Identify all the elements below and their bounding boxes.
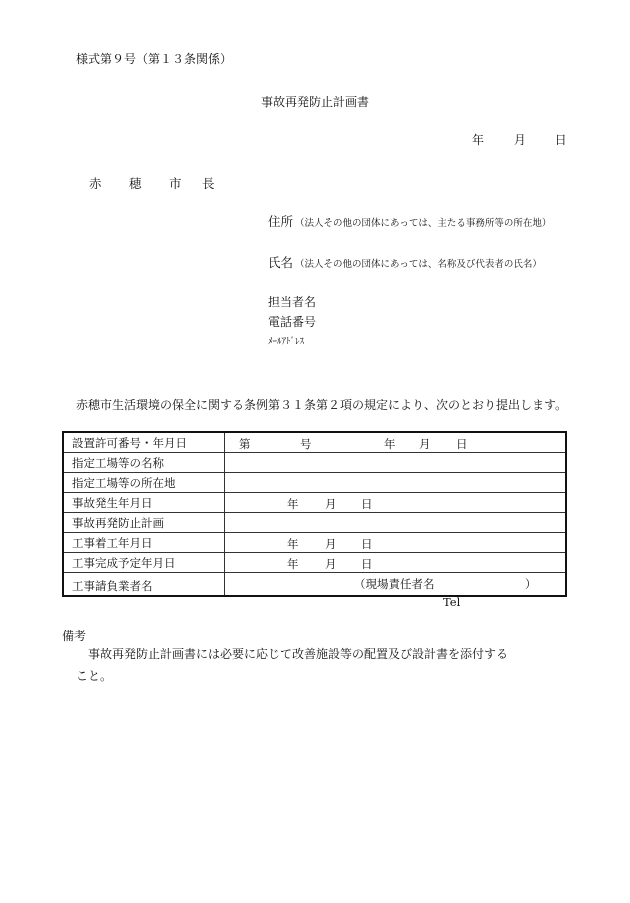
person-in-charge-label: 担当者名: [268, 295, 317, 309]
address-field: [268, 212, 551, 230]
phone-label: 電話番号: [268, 315, 317, 329]
table-row: [63, 453, 566, 473]
remarks-line: 事故再発防止計画書には必要に応じて改善施設等の配置及び設計書を添付する: [88, 647, 509, 661]
form-number: 様式第９号（第１３条関係）: [76, 52, 233, 66]
submission-date: [472, 131, 567, 148]
permit-value-cell: [225, 432, 567, 453]
permit-year: 年: [384, 437, 396, 451]
factory-name-cell: [225, 453, 567, 473]
row-label-construction-start: 工事着工年月日: [63, 533, 225, 553]
date-year-label: 年: [472, 133, 485, 147]
permit-month: 月: [419, 437, 431, 451]
row-label-factory-location: 指定工場等の所在地: [63, 473, 225, 493]
accident-day: 日: [361, 497, 373, 511]
date-day-label: 日: [554, 133, 567, 147]
row-label-permit: 設置許可番号・年月日: [63, 432, 225, 453]
start-month: 月: [325, 537, 337, 551]
row-label-accident-date: 事故発生年月日: [63, 493, 225, 513]
name-field: [268, 253, 542, 271]
address-label: 住所: [268, 214, 294, 229]
start-day: 日: [361, 537, 373, 551]
permit-dai: 第: [239, 437, 251, 451]
remarks-heading: 備考: [62, 629, 87, 643]
permit-go: 号: [300, 437, 312, 451]
table-row: [63, 513, 566, 533]
addressee-char: 長: [201, 176, 216, 191]
report-table: [62, 431, 567, 609]
completion-day: 日: [361, 557, 373, 571]
row-label-construction-completion: 工事完成予定年月日: [63, 553, 225, 573]
accident-month: 月: [325, 497, 337, 511]
table-row: [63, 553, 566, 573]
table-row: [63, 473, 566, 493]
table-row: [63, 533, 566, 553]
start-year: 年: [287, 537, 299, 551]
address-note: （法人その他の団体にあっては、主たる事務所等の所在地）: [295, 218, 552, 229]
row-label-prevention-plan: 事故再発防止計画: [63, 513, 225, 533]
factory-location-cell: [225, 473, 567, 493]
row-label-factory-name: 指定工場等の名称: [63, 453, 225, 473]
addressee: [89, 174, 215, 192]
tel-label: Tel: [443, 595, 461, 609]
contractor-cell: [225, 573, 567, 609]
table-row: [63, 573, 566, 597]
table-row: [63, 493, 566, 513]
date-month-label: 月: [513, 133, 526, 147]
completion-month: 月: [325, 557, 337, 571]
addressee-char: 穂: [128, 176, 143, 191]
addressee-char: 赤: [89, 176, 103, 191]
site-manager-label: （現場責任者名: [354, 577, 435, 591]
accident-date-cell: [225, 493, 567, 513]
completion-year: 年: [287, 557, 299, 571]
site-manager-close: ）: [525, 577, 537, 591]
construction-completion-cell: [225, 553, 567, 573]
email-label: ﾒｰﾙｱﾄﾞﾚｽ: [268, 337, 305, 347]
accident-year: 年: [287, 497, 299, 511]
addressee-char: 市: [168, 176, 183, 191]
table-row: [63, 432, 566, 453]
permit-day: 日: [456, 437, 468, 451]
construction-start-cell: [225, 533, 567, 553]
name-note: （法人その他の団体にあっては、名称及び代表者の氏名）: [295, 259, 542, 270]
name-label: 氏名: [268, 255, 294, 270]
document-title: 事故再発防止計画書: [260, 95, 369, 109]
submission-statement: 赤穂市生活環境の保全に関する条例第３１条第２項の規定により、次のとおり提出します。: [76, 398, 568, 412]
remarks-body: [76, 643, 566, 687]
prevention-plan-cell: [225, 513, 567, 533]
remarks-line: こと。: [76, 669, 113, 683]
row-label-contractor: 工事請負業者名: [63, 573, 225, 597]
